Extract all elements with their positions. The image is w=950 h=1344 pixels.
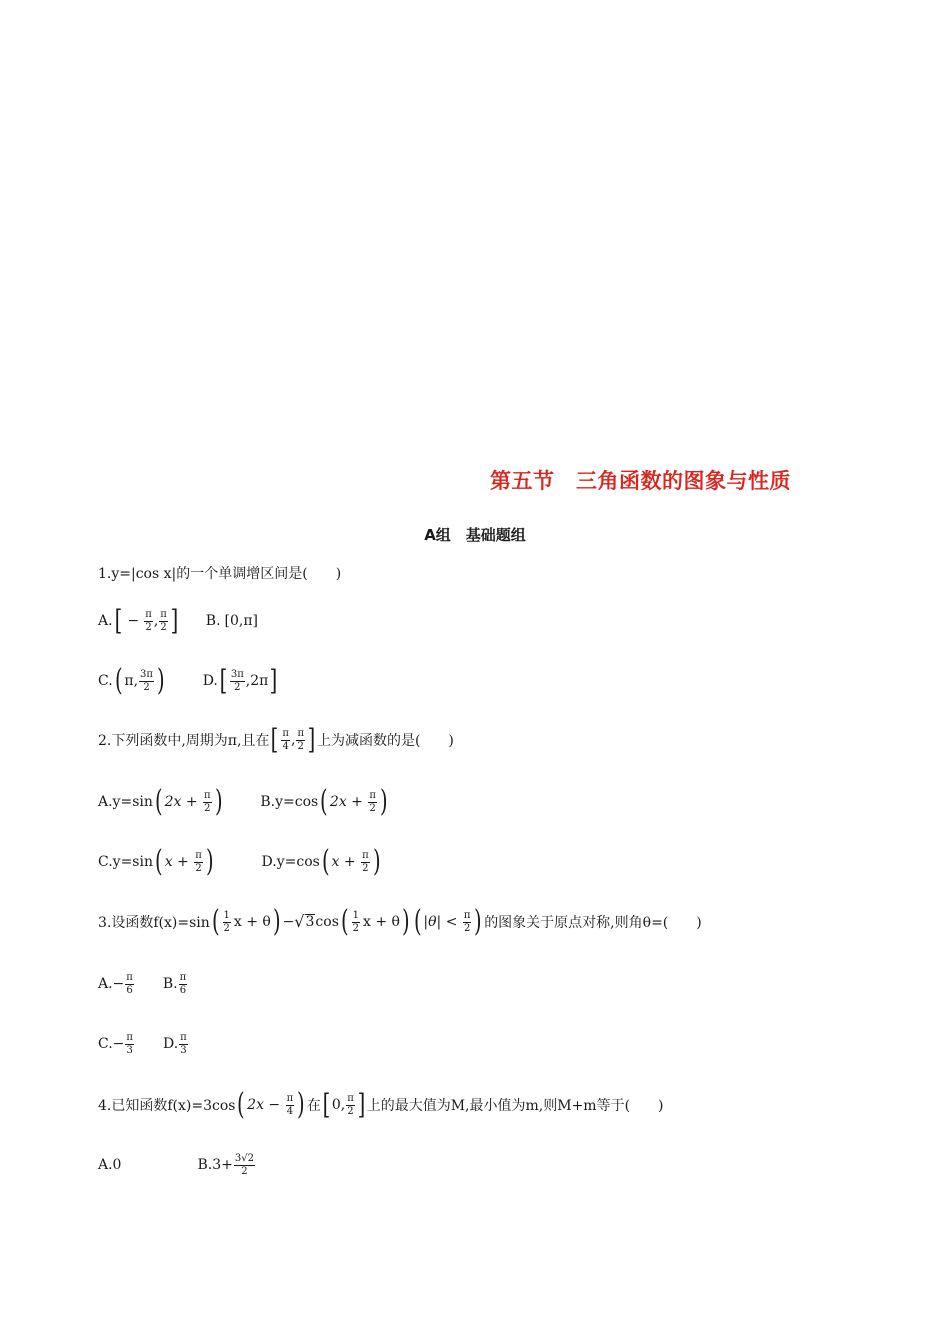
fraction: $\frac{3\pi}{2}$ — [230, 669, 244, 693]
fraction: $\frac{\pi}{4}$ — [286, 1093, 294, 1117]
fraction: $\frac{\pi}{3}$ — [180, 1032, 187, 1056]
option-1a: A. [ − $\frac{\pi}{2}$ , $\frac{\pi}{2}$ ] — [98, 604, 179, 637]
question-3-stem: 3.设函数f(x)=sin ( $\frac{1}{2}$ x + θ ) − √ 3 cos ( $\frac{1}{2}$ x + θ ) ( |θ| < $\frac{\pi}{2}$ ) 的图象关于原点对称,则角θ=( ) — [98, 904, 702, 939]
question-1-options-cd — [98, 661, 279, 701]
fraction: $\frac{\pi}{4}$ — [282, 728, 289, 752]
option-2b: B.y=cos ( 2x + $\frac{\pi}{2}$ ) — [260, 784, 388, 819]
fraction: $\frac{1}{2}$ — [223, 910, 230, 934]
fraction: $\frac{\pi}{2}$ — [362, 850, 369, 874]
square-root: √ 3 — [294, 912, 315, 932]
fraction: $\frac{\pi}{2}$ — [463, 910, 471, 934]
question-4-options-ab — [98, 1145, 256, 1185]
fraction: $\frac{\pi}{2}$ — [145, 609, 152, 633]
option-1c: C. ( π, $\frac{3\pi}{2}$ ) — [98, 663, 165, 698]
fraction: $\frac{3√2}{2}$ — [234, 1153, 254, 1177]
fraction: $\frac{\pi}{2}$ — [204, 790, 211, 814]
question-4-stem: 4.已知函数f(x)=3cos ( 2x − $\frac{\pi}{4}$ ) 在 [ 0, $\frac{\pi}{2}$ ] 上的最大值为M,最小值为m,则M+m等于( ) — [98, 1087, 664, 1122]
option-2c: C.y=sin ( x + $\frac{\pi}{2}$ ) — [98, 844, 214, 879]
option-3a: A.− $\frac{\pi}{6}$ — [98, 972, 133, 996]
fraction: $\frac{\pi}{2}$ — [369, 790, 376, 814]
option-1b: B. [0,π] — [205, 613, 259, 629]
question-2-stem: 2.下列函数中,周期为π,且在 [ $\frac{\pi}{4}$ , $\frac{\pi}{2}$ ] 上为减函数的是( ) — [98, 723, 454, 756]
fraction: $\frac{\pi}{2}$ — [347, 1093, 354, 1117]
question-1-stem: 1.y=|cos x|的一个单调增区间是( ) — [98, 566, 342, 582]
option-3d: D. $\frac{\pi}{3}$ — [162, 1032, 187, 1056]
question-2-options-cd — [98, 842, 382, 882]
option-2d: D.y=cos ( x + $\frac{\pi}{2}$ ) — [261, 844, 381, 879]
fraction: $\frac{3\pi}{2}$ — [140, 669, 153, 693]
option-2a: A.y=sin ( 2x + $\frac{\pi}{2}$ ) — [98, 784, 223, 819]
fraction: $\frac{\pi}{6}$ — [179, 972, 187, 996]
option-1d: D. [ $\frac{3\pi}{2}$ ,2π ] — [202, 664, 278, 697]
fraction: $\frac{\pi}{6}$ — [126, 972, 133, 996]
fraction: $\frac{1}{2}$ — [352, 910, 359, 934]
question-3-options-cd — [98, 1024, 189, 1064]
page-title: 第五节 三角函数的图象与性质 — [490, 469, 791, 493]
question-3-options-ab — [98, 964, 188, 1004]
fraction: $\frac{\pi}{3}$ — [126, 1032, 133, 1056]
fraction: $\frac{\pi}{2}$ — [160, 609, 167, 633]
option-3b: B. $\frac{\pi}{6}$ — [162, 972, 187, 996]
option-4b: B.3+ $\frac{3√2}{2}$ — [197, 1153, 254, 1177]
section-heading: A组 基础题组 — [424, 526, 526, 544]
question-2-options-ab — [98, 782, 390, 822]
fraction: $\frac{\pi}{2}$ — [195, 850, 202, 874]
question-1-options-ab — [98, 601, 258, 641]
option-4a: A.0 — [98, 1157, 122, 1173]
fraction: $\frac{\pi}{2}$ — [297, 728, 305, 752]
option-3c: C.− $\frac{\pi}{3}$ — [98, 1032, 133, 1056]
